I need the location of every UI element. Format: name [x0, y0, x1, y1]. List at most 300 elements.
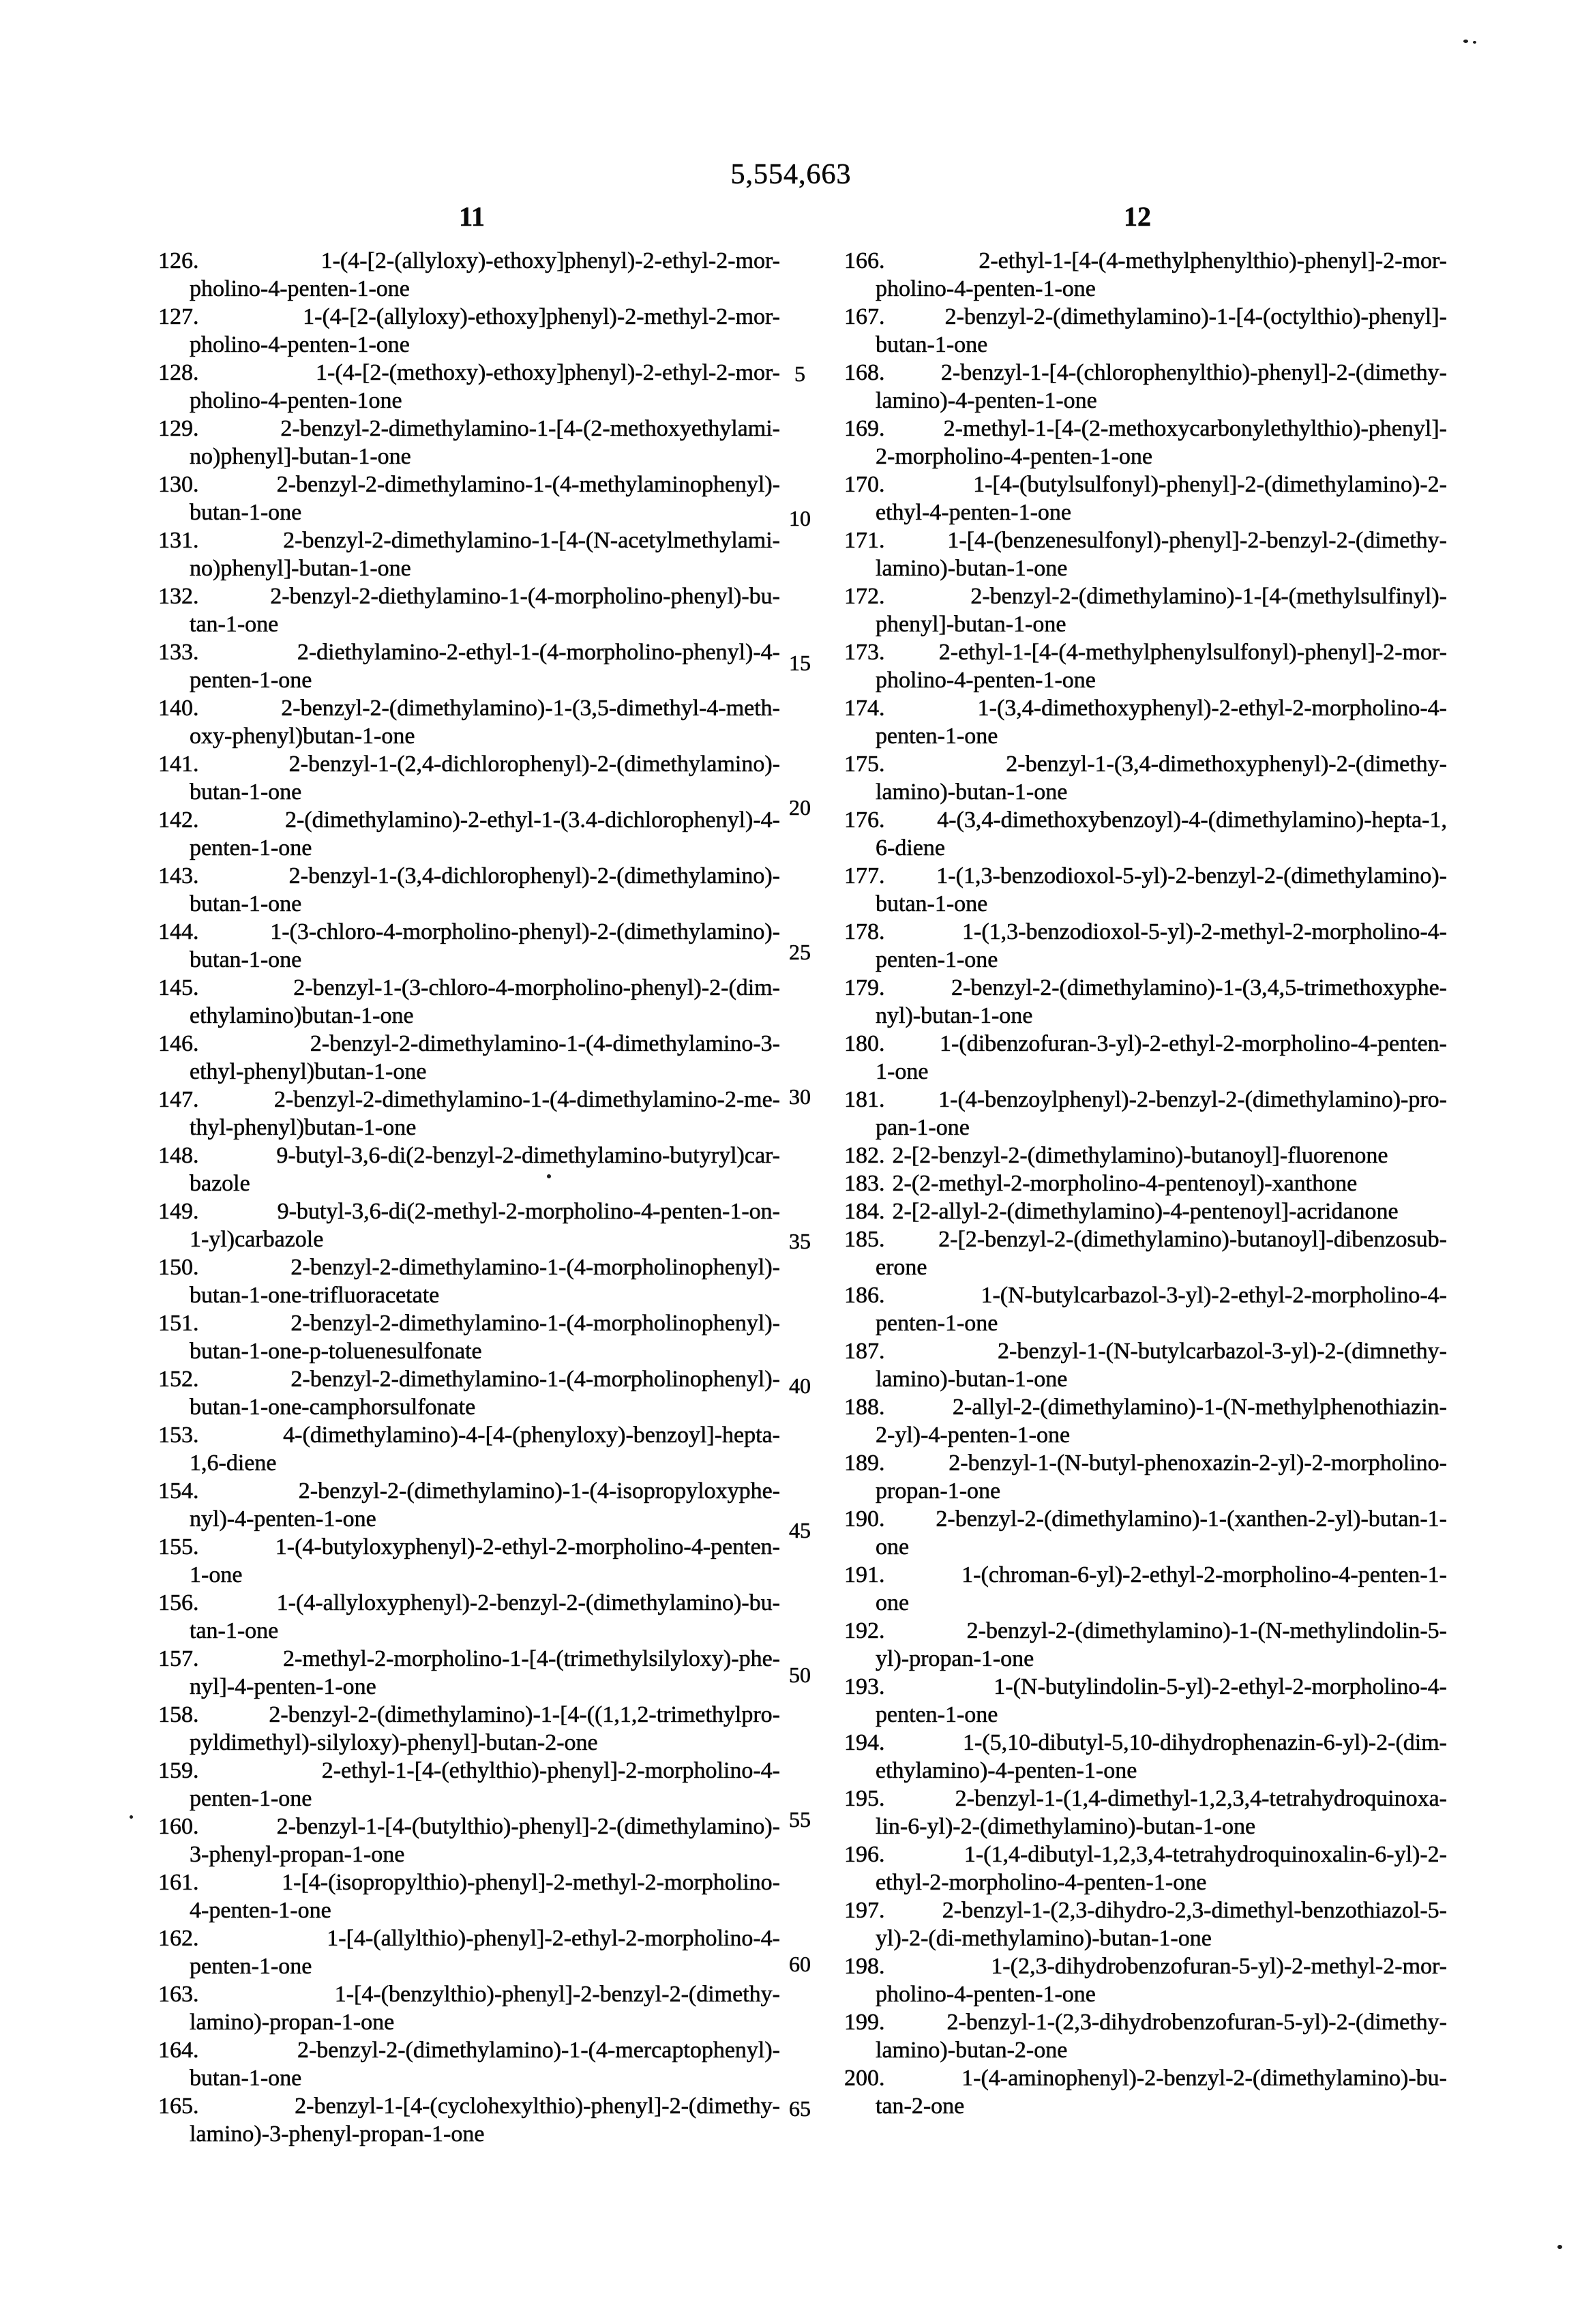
claim-number: 141. — [158, 751, 199, 777]
claim-first-line — [158, 1589, 780, 1617]
claim-first-line — [158, 415, 780, 443]
claim-number: 184. — [844, 1199, 885, 1224]
claim-number: 186. — [844, 1283, 885, 1308]
claim-number: 187. — [844, 1339, 885, 1364]
claim-item — [158, 1421, 780, 1477]
claim-text: butan-1-one-camphorsulfonate — [190, 1395, 476, 1420]
claim-text: 1-(4-butyloxyphenyl)-2-ethyl-2-morpholino-4-penten- — [275, 1534, 780, 1560]
claim-first-line — [844, 471, 1447, 498]
claim-text: 1,6-diene — [190, 1450, 277, 1476]
claim-item — [158, 974, 780, 1030]
scan-artifact — [130, 1815, 133, 1819]
claim-item — [844, 1197, 1447, 1225]
claim-item — [158, 1253, 780, 1309]
claim-item — [844, 1030, 1447, 1086]
claim-item — [844, 974, 1447, 1030]
claim-text: 1-(4-[2-(allyloxy)-ethoxy]phenyl)-2-methyl-2-mor- — [303, 304, 780, 329]
claim-item — [158, 415, 780, 471]
claim-text: pan-1-one — [876, 1115, 970, 1140]
claim-text: phenyl]-butan-1-one — [876, 612, 1066, 637]
claim-text: pholino-4-penten-1-one — [876, 668, 1096, 693]
claim-text: pholino-4-penten-1one — [190, 388, 402, 413]
claim-text: nyl)-butan-1-one — [876, 1003, 1033, 1028]
claim-text: 1-(4-[2-(methoxy)-ethoxy]phenyl)-2-ethyl-2-mor- — [316, 360, 780, 385]
claim-first-line — [158, 582, 780, 610]
claim-item — [844, 1617, 1447, 1673]
claim-item — [158, 918, 780, 974]
claim-item — [158, 1309, 780, 1365]
claim-text: 1-one — [876, 1059, 929, 1084]
scan-artifact — [1557, 2245, 1562, 2249]
patent-number: 5,554,663 — [730, 159, 852, 190]
claim-first-line — [844, 582, 1447, 610]
claim-number: 194. — [844, 1730, 885, 1755]
claim-text: pholino-4-penten-1-one — [190, 276, 410, 301]
claim-number: 127. — [158, 304, 199, 329]
claim-text: 2-methyl-2-morpholino-1-[4-(trimethylsilyloxy)-phe- — [283, 1646, 780, 1671]
claim-first-line — [844, 1197, 1447, 1225]
claim-first-line — [158, 806, 780, 834]
claim-number: 199. — [844, 2010, 885, 2035]
claim-text: penten-1-one — [190, 668, 312, 693]
claim-first-line — [158, 1757, 780, 1785]
claim-text: one — [876, 1590, 910, 1615]
claim-number: 188. — [844, 1395, 885, 1420]
claim-number: 143. — [158, 863, 199, 889]
claim-text: 2-allyl-2-(dimethylamino)-1-(N-methylphenothiazin- — [952, 1395, 1447, 1420]
claim-text: 1-(dibenzofuran-3-yl)-2-ethyl-2-morpholino-4-penten- — [940, 1031, 1447, 1056]
claim-number: 132. — [158, 584, 199, 609]
claim-number: 200. — [844, 2066, 885, 2091]
claim-text: 1-(1,3-benzodioxol-5-yl)-2-methyl-2-morpholino-4- — [962, 919, 1447, 944]
claim-number: 192. — [844, 1618, 885, 1643]
claim-text: butan-1-one — [190, 947, 302, 972]
claim-text: 2-benzyl-2-dimethylamino-1-[4-(2-methoxyethylami- — [280, 416, 780, 441]
claim-first-line — [158, 974, 780, 1002]
claim-first-line — [844, 415, 1447, 443]
claim-item — [158, 1086, 780, 1142]
claim-text: 2-benzyl-1-(N-butyl-phenoxazin-2-yl)-2-morpholino- — [949, 1450, 1447, 1476]
claim-item — [158, 638, 780, 694]
claim-first-line — [158, 638, 780, 666]
claim-number: 150. — [158, 1255, 199, 1280]
claim-item — [844, 1393, 1447, 1449]
claim-number: 130. — [158, 472, 199, 497]
claim-number: 198. — [844, 1954, 885, 1979]
claim-number: 162. — [158, 1926, 199, 1951]
claim-text: 2-benzyl-1-[4-(chlorophenylthio)-phenyl]-2-(dimethy- — [940, 360, 1447, 385]
claim-item — [158, 359, 780, 415]
claim-first-line — [844, 1561, 1447, 1589]
claim-first-line — [844, 359, 1447, 387]
claim-item — [158, 303, 780, 359]
claim-text: pyldimethyl)-silyloxy)-phenyl]-butan-2-one — [190, 1730, 598, 1755]
claim-text: lamino)-butan-1-one — [876, 779, 1068, 805]
claim-item — [844, 1170, 1447, 1197]
claim-number: 142. — [158, 807, 199, 833]
claim-item — [844, 918, 1447, 974]
claim-item — [844, 247, 1447, 303]
claim-first-line — [844, 526, 1447, 554]
claim-number: 178. — [844, 919, 885, 944]
claim-text: butan-1-one — [190, 2066, 302, 2091]
claim-item — [158, 1589, 780, 1645]
claim-item — [158, 247, 780, 303]
claim-text: 2-[2-allyl-2-(dimethylamino)-4-pentenoyl]-acridanone — [892, 1199, 1399, 1224]
claim-item — [844, 1281, 1447, 1337]
claim-text: 2-[2-benzyl-2-(dimethylamino)-butanoyl]-dibenzosub- — [938, 1227, 1447, 1252]
claim-text: tan-2-one — [876, 2094, 965, 2119]
claim-item — [844, 1449, 1447, 1505]
claim-item — [158, 471, 780, 526]
claim-number: 154. — [158, 1478, 199, 1504]
claim-text: nyl]-4-penten-1-one — [190, 1674, 376, 1699]
claim-first-line — [844, 1393, 1447, 1421]
claim-number: 182. — [844, 1143, 885, 1168]
claim-text: 2-benzyl-2-(dimethylamino)-1-[4-((1,1,2-trimethylpro- — [269, 1702, 780, 1727]
claim-first-line — [158, 1142, 780, 1170]
claim-item — [158, 1757, 780, 1813]
claim-first-line — [844, 1896, 1447, 1924]
claim-text: 2-benzyl-1-(3-chloro-4-morpholino-phenyl)-2-(dim- — [293, 975, 780, 1000]
claim-item — [844, 1896, 1447, 1952]
claim-text: ethylamino)butan-1-one — [190, 1003, 414, 1028]
claim-first-line — [158, 1365, 780, 1393]
claim-number: 157. — [158, 1646, 199, 1671]
claim-item — [844, 359, 1447, 415]
column-number-left: 11 — [459, 201, 485, 232]
claim-first-line — [158, 247, 780, 275]
claim-number: 159. — [158, 1758, 199, 1783]
claim-text: 2-diethylamino-2-ethyl-1-(4-morpholino-phenyl)-4- — [297, 640, 780, 665]
line-number: 25 — [789, 940, 811, 964]
claim-text: 2-(dimethylamino)-2-ethyl-1-(3.4-dichlorophenyl)-4- — [284, 807, 780, 833]
claim-text: 2-benzyl-1-(N-butylcarbazol-3-yl)-2-(dimnethy- — [998, 1339, 1447, 1364]
claim-text: 1-(4-benzoylphenyl)-2-benzyl-2-(dimethylamino)-pro- — [938, 1087, 1447, 1112]
claim-first-line — [844, 1086, 1447, 1114]
claim-item — [158, 1197, 780, 1253]
claim-item — [158, 1142, 780, 1197]
claim-text: oxy-phenyl)butan-1-one — [190, 724, 415, 749]
claim-text: yl)-2-(di-methylamino)-butan-1-one — [876, 1926, 1212, 1951]
claim-first-line — [158, 303, 780, 331]
claim-number: 128. — [158, 360, 199, 385]
claim-first-line — [158, 1645, 780, 1673]
claim-item — [158, 1477, 780, 1533]
claim-text: 2-yl)-4-penten-1-one — [876, 1422, 1071, 1448]
claim-first-line — [158, 1421, 780, 1449]
claim-text: butan-1-one-trifluoracetate — [190, 1283, 440, 1308]
claim-text: lamino)-propan-1-one — [190, 2010, 395, 2035]
claim-item — [158, 1868, 780, 1924]
claim-first-line — [158, 1086, 780, 1114]
claim-first-line — [844, 1281, 1447, 1309]
claim-item — [158, 582, 780, 638]
claim-text: 4-penten-1-one — [190, 1898, 331, 1923]
claim-number: 146. — [158, 1031, 199, 1056]
claim-text: penten-1-one — [876, 1311, 998, 1336]
claim-number: 161. — [158, 1870, 199, 1895]
line-number: 60 — [789, 1952, 811, 1976]
claim-first-line — [158, 1701, 780, 1729]
claim-number: 169. — [844, 416, 885, 441]
claim-text: butan-1-one — [876, 332, 988, 357]
claim-text: 1-[4-(butylsulfonyl)-phenyl]-2-(dimethylamino)-2- — [973, 472, 1447, 497]
claim-first-line — [158, 526, 780, 554]
claim-number: 166. — [844, 248, 885, 273]
claim-text: 2-ethyl-1-[4-(4-methylphenylsulfonyl)-phenyl]-2-mor- — [938, 640, 1447, 665]
claim-number: 193. — [844, 1674, 885, 1699]
claim-text: lamino)-butan-2-one — [876, 2038, 1068, 2063]
claim-item — [844, 1142, 1447, 1170]
claim-number: 140. — [158, 696, 199, 721]
claim-first-line — [158, 918, 780, 946]
claim-text: 6-diene — [876, 835, 945, 861]
claim-item — [158, 694, 780, 750]
claim-text: 2-benzyl-2-(dimethylamino)-1-[4-(methylsulfinyl)- — [970, 584, 1447, 609]
claim-number: 164. — [158, 2038, 199, 2063]
claim-first-line — [844, 750, 1447, 778]
line-number: 20 — [789, 795, 811, 820]
claim-text: 4-(dimethylamino)-4-[4-(phenyloxy)-benzoyl]-hepta- — [283, 1422, 780, 1448]
claim-number: 191. — [844, 1562, 885, 1588]
claim-first-line — [158, 1924, 780, 1952]
claim-item — [844, 1841, 1447, 1896]
claim-number: 163. — [158, 1982, 199, 2007]
claim-text: no)phenyl]-butan-1-one — [190, 444, 411, 469]
claim-item — [844, 303, 1447, 359]
claim-text: lamino)-3-phenyl-propan-1-one — [190, 2121, 485, 2147]
claim-item — [158, 862, 780, 918]
claim-first-line — [158, 694, 780, 722]
claim-text: 1-(N-butylindolin-5-yl)-2-ethyl-2-morpholino-4- — [994, 1674, 1447, 1699]
claim-number: 165. — [158, 2094, 199, 2119]
claim-text: 2-benzyl-1-[4-(butylthio)-phenyl]-2-(dimethylamino)- — [276, 1814, 780, 1839]
claim-number: 155. — [158, 1534, 199, 1560]
claim-item — [844, 1952, 1447, 2008]
claim-text: 2-benzyl-2-(dimethylamino)-1-(xanthen-2-yl)-butan-1- — [936, 1506, 1447, 1532]
claim-text: 2-benzyl-1-(1,4-dimethyl-1,2,3,4-tetrahydroquinoxa- — [955, 1786, 1447, 1811]
claim-text: 1-one — [190, 1562, 243, 1588]
claim-text: 1-yl)carbazole — [190, 1227, 324, 1252]
claim-number: 147. — [158, 1087, 199, 1112]
claim-item — [844, 2008, 1447, 2064]
claim-text: 4-(3,4-dimethoxybenzoyl)-4-(dimethylamino)-hepta-1, — [937, 807, 1447, 833]
claim-text: 1-(4-[2-(allyloxy)-ethoxy]phenyl)-2-ethyl-2-mor- — [320, 248, 780, 273]
claim-text: penten-1-one — [190, 835, 312, 861]
claim-text: yl)-propan-1-one — [876, 1646, 1034, 1671]
claim-number: 180. — [844, 1031, 885, 1056]
claim-first-line — [158, 1197, 780, 1225]
claim-first-line — [844, 918, 1447, 946]
claim-first-line — [844, 694, 1447, 722]
claim-text: 2-(2-methyl-2-morpholino-4-pentenoyl)-xanthone — [892, 1171, 1358, 1196]
claim-first-line — [844, 638, 1447, 666]
claim-first-line — [158, 2092, 780, 2120]
claim-text: ethyl-4-penten-1-one — [876, 500, 1071, 525]
claim-item — [158, 1533, 780, 1589]
claim-number: 144. — [158, 919, 199, 944]
claim-first-line — [844, 2064, 1447, 2092]
claim-number: 196. — [844, 1842, 885, 1867]
left-column — [158, 247, 780, 2148]
scan-artifact — [1473, 41, 1476, 44]
claim-text: penten-1-one — [876, 724, 998, 749]
claim-number: 181. — [844, 1087, 885, 1112]
claim-text: ethylamino)-4-penten-1-one — [876, 1758, 1137, 1783]
line-number: 5 — [794, 361, 805, 386]
line-number: 30 — [789, 1084, 811, 1109]
claim-text: 1-(4-aminophenyl)-2-benzyl-2-(dimethylamino)-bu- — [961, 2066, 1447, 2091]
claim-first-line — [844, 1729, 1447, 1757]
claim-first-line — [158, 1980, 780, 2008]
claim-first-line — [158, 1030, 780, 1058]
claim-number: 177. — [844, 863, 885, 889]
claim-first-line — [158, 1253, 780, 1281]
claim-item — [844, 471, 1447, 526]
claim-item — [158, 1813, 780, 1868]
claim-text: propan-1-one — [876, 1478, 1001, 1504]
claim-text: no)phenyl]-butan-1-one — [190, 556, 411, 581]
claim-text: 2-morpholino-4-penten-1-one — [876, 444, 1152, 469]
claim-item — [844, 1561, 1447, 1617]
claim-text: 2-benzyl-2-dimethylamino-1-(4-dimethylamino-3- — [310, 1031, 780, 1056]
claim-text: ethyl-2-morpholino-4-penten-1-one — [876, 1870, 1207, 1895]
claim-text: penten-1-one — [190, 1954, 312, 1979]
line-number: 45 — [789, 1518, 811, 1543]
claim-number: 170. — [844, 472, 885, 497]
claim-item — [844, 638, 1447, 694]
claim-text: lamino)-butan-1-one — [876, 1367, 1068, 1392]
claim-text: 2-benzyl-2-dimethylamino-1-[4-(N-acetylmethylami- — [283, 528, 780, 553]
claim-text: 2-benzyl-1-(3,4-dimethoxyphenyl)-2-(dimethy- — [1006, 751, 1447, 777]
claim-first-line — [158, 1868, 780, 1896]
claim-first-line — [158, 1309, 780, 1337]
claim-number: 189. — [844, 1450, 885, 1476]
claim-number: 153. — [158, 1422, 199, 1448]
claim-text: butan-1-one — [190, 500, 302, 525]
claim-item — [844, 1785, 1447, 1841]
claim-text: 1-[4-(allylthio)-phenyl]-2-ethyl-2-morpholino-4- — [327, 1926, 780, 1951]
claim-item — [844, 582, 1447, 638]
claim-first-line — [844, 1449, 1447, 1477]
claim-first-line — [158, 359, 780, 387]
claim-text: ethyl-phenyl)butan-1-one — [190, 1059, 427, 1084]
claim-number: 176. — [844, 807, 885, 833]
claim-number: 185. — [844, 1227, 885, 1252]
claim-number: 133. — [158, 640, 199, 665]
claim-item — [844, 526, 1447, 582]
claim-first-line — [844, 1030, 1447, 1058]
claim-item — [158, 1701, 780, 1757]
scan-artifact — [547, 1174, 551, 1178]
claim-text: 2-benzyl-1-(2,3-dihydrobenzofuran-5-yl)-2-(dimethy- — [946, 2010, 1447, 2035]
claim-item — [844, 1505, 1447, 1561]
claim-first-line — [844, 303, 1447, 331]
claim-text: tan-1-one — [190, 612, 279, 637]
claim-number: 158. — [158, 1702, 199, 1727]
claim-first-line — [844, 1170, 1447, 1197]
claim-text: 1-(2,3-dihydrobenzofuran-5-yl)-2-methyl-2-mor- — [991, 1954, 1447, 1979]
claim-number: 151. — [158, 1311, 199, 1336]
claim-text: one — [876, 1534, 910, 1560]
claim-text: 2-benzyl-1-(2,3-dihydro-2,3-dimethyl-benzothiazol-5- — [942, 1898, 1447, 1923]
claim-text: thyl-phenyl)butan-1-one — [190, 1115, 417, 1140]
scan-artifact — [1463, 40, 1468, 43]
claim-first-line — [158, 471, 780, 498]
claim-first-line — [158, 1813, 780, 1841]
claim-item — [158, 806, 780, 862]
claim-number: 190. — [844, 1506, 885, 1532]
claim-text: 1-(3,4-dimethoxyphenyl)-2-ethyl-2-morpholino-4- — [977, 696, 1447, 721]
claim-item — [158, 2036, 780, 2092]
claim-text: 9-butyl-3,6-di(2-methyl-2-morpholino-4-penten-1-on- — [277, 1199, 780, 1224]
claim-number: 183. — [844, 1171, 885, 1196]
claim-first-line — [158, 2036, 780, 2064]
claim-number: 129. — [158, 416, 199, 441]
claim-text: 2-ethyl-1-[4-(ethylthio)-phenyl]-2-morpholino-4- — [321, 1758, 780, 1783]
claim-item — [844, 415, 1447, 471]
claim-first-line — [844, 1142, 1447, 1170]
claim-text: 2-benzyl-1-(2,4-dichlorophenyl)-2-(dimethylamino)- — [288, 751, 780, 777]
claim-text: 1-(4-allyloxyphenyl)-2-benzyl-2-(dimethylamino)-bu- — [276, 1590, 780, 1615]
claim-text: 1-(5,10-dibutyl-5,10-dihydrophenazin-6-yl)-2-(dim- — [962, 1730, 1447, 1755]
claim-text: penten-1-one — [190, 1786, 312, 1811]
claim-text: 2-[2-benzyl-2-(dimethylamino)-butanoyl]-fluorenone — [892, 1143, 1388, 1168]
claim-number: 131. — [158, 528, 199, 553]
claim-number: 160. — [158, 1814, 199, 1839]
claim-text: 2-benzyl-1-(3,4-dichlorophenyl)-2-(dimethylamino)- — [288, 863, 780, 889]
claim-text: pholino-4-penten-1-one — [876, 276, 1096, 301]
right-column — [844, 247, 1447, 2120]
claim-first-line — [844, 2008, 1447, 2036]
claim-number: 152. — [158, 1367, 199, 1392]
claim-number: 197. — [844, 1898, 885, 1923]
column-number-right: 12 — [1124, 201, 1151, 232]
claim-text: 2-benzyl-2-dimethylamino-1-(4-morpholinophenyl)- — [290, 1255, 780, 1280]
claim-text: 2-benzyl-2-(dimethylamino)-1-[4-(octylthio)-phenyl]- — [944, 304, 1447, 329]
claim-text: erone — [876, 1255, 927, 1280]
claim-text: 2-benzyl-2-dimethylamino-1-(4-dimethylamino-2-me- — [273, 1087, 780, 1112]
claim-text: 2-benzyl-2-(dimethylamino)-1-(4-mercaptophenyl)- — [297, 2038, 780, 2063]
claim-text: penten-1-one — [876, 947, 998, 972]
claim-item — [844, 862, 1447, 918]
claim-number: 179. — [844, 975, 885, 1000]
claim-text: 1-[4-(benzenesulfonyl)-phenyl]-2-benzyl-2-(dimethy- — [947, 528, 1447, 553]
claim-first-line — [844, 806, 1447, 834]
claim-text: 2-benzyl-2-(dimethylamino)-1-(3,5-dimethyl-4-meth- — [281, 696, 780, 721]
claim-first-line — [158, 862, 780, 890]
claim-text: penten-1-one — [876, 1702, 998, 1727]
claim-first-line — [844, 247, 1447, 275]
claim-text: pholino-4-penten-1-one — [190, 332, 410, 357]
claim-first-line — [158, 1477, 780, 1505]
claim-item — [158, 1030, 780, 1086]
claim-item — [158, 750, 780, 806]
claim-first-line — [844, 1952, 1447, 1980]
claim-text: tan-1-one — [190, 1618, 279, 1643]
claim-text: 3-phenyl-propan-1-one — [190, 1842, 405, 1867]
claim-first-line — [844, 1225, 1447, 1253]
claim-number: 126. — [158, 248, 199, 273]
claim-number: 156. — [158, 1590, 199, 1615]
claim-first-line — [844, 1505, 1447, 1533]
claim-number: 172. — [844, 584, 885, 609]
claim-text: 2-benzyl-2-(dimethylamino)-1-(N-methylindolin-5- — [966, 1618, 1447, 1643]
claim-text: 2-benzyl-2-dimethylamino-1-(4-morpholinophenyl)- — [290, 1367, 780, 1392]
claim-text: 2-benzyl-2-dimethylamino-1-(4-morpholinophenyl)- — [290, 1311, 780, 1336]
claim-item — [844, 806, 1447, 862]
